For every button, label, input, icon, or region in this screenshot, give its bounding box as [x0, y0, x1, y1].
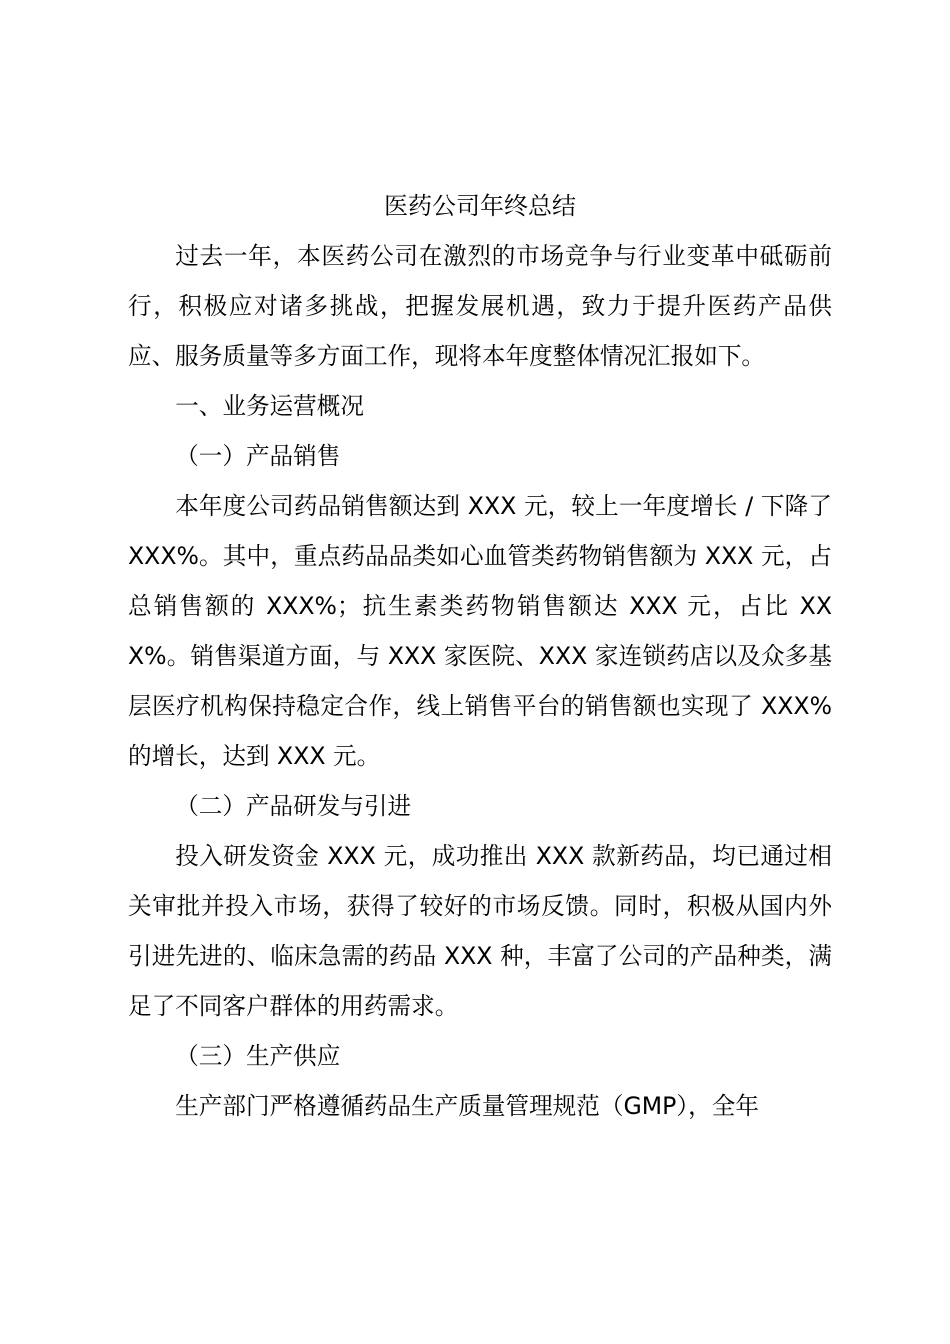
subsection-heading-product-sales: （一）产品销售 [175, 442, 341, 470]
production-paragraph: 生产部门严格遵循药品生产质量管理规范（GMP），全年 [175, 1092, 759, 1120]
rd-paragraph: 投入研发资金 XXX 元，成功推出 XXX 款新药品，均已通过相关审批并投入市场，获得了较好的市场反馈。同时，积极从国内外引进先进的、临床急需的药品 XXX 种，丰富了公司的产品种类，满足了不同客户群体的用药需求。 [128, 842, 832, 1020]
subsection-heading-production: （三）生产供应 [175, 1042, 341, 1070]
document-title: 医药公司年终总结 [384, 192, 576, 220]
subsection-heading-rd: （二）产品研发与引进 [175, 792, 412, 820]
product-sales-paragraph: 本年度公司药品销售额达到 XXX 元，较上一年度增长 / 下降了 XXX%。其中，重点药品品类如心血管类药物销售额为 XXX 元，占总销售额的 XXX%；抗生素类药物销售额达 XXX 元，占比 XXX%。销售渠道方面，与 XXX 家医院、XXX 家连锁药店以及众多基层医疗机构保持稳定合作，线上销售平台的销售额也实现了 XXX%的增长，达到 XXX 元。 [128, 492, 832, 770]
document-body [128, 181, 832, 1131]
intro-paragraph: 过去一年，本医药公司在激烈的市场竞争与行业变革中砥砺前行，积极应对诸多挑战，把握发展机遇，致力于提升医药产品供应、服务质量等多方面工作，现将本年度整体情况汇报如下。 [128, 242, 832, 370]
section-heading-business-overview: 一、业务运营概况 [175, 392, 364, 420]
